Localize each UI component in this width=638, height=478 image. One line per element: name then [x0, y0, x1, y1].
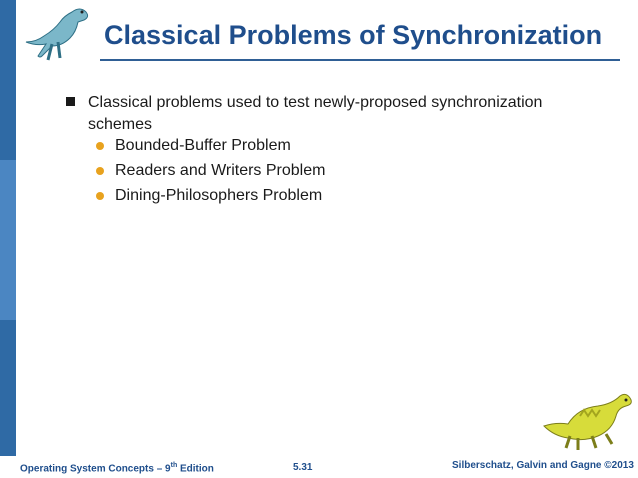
left-bar-segment-bottom	[0, 320, 16, 478]
list-item	[96, 136, 325, 161]
left-bar-segment-top	[0, 0, 16, 160]
left-bar-segment-middle	[0, 160, 16, 320]
left-accent-bar	[0, 0, 16, 478]
footer-title-superscript: th	[170, 462, 178, 469]
sub-bullet-list	[96, 136, 325, 211]
dinosaur-logo-bottom-icon	[540, 386, 636, 452]
title-underline	[100, 59, 620, 61]
footer-title-prefix: Operating System Concepts – 9	[20, 463, 171, 475]
list-item-text: Dining-Philosophers Problem	[115, 187, 323, 204]
page-number: 5.31	[293, 462, 313, 473]
list-item-text: Bounded-Buffer Problem	[115, 137, 291, 154]
list-item	[96, 161, 325, 186]
square-bullet-icon	[66, 97, 75, 106]
round-bullet-icon	[96, 142, 104, 150]
slide-title: Classical Problems of Synchronization	[104, 20, 603, 50]
list-item	[96, 186, 325, 211]
main-bullet-text: Classical problems used to test newly-proposed synchronization schemes	[88, 94, 543, 133]
footer-copyright: Silberschatz, Galvin and Gagne ©2013	[452, 460, 634, 471]
footer-title-suffix: Edition	[177, 463, 214, 475]
dinosaur-logo-top-icon	[22, 4, 102, 64]
round-bullet-icon	[96, 167, 104, 175]
footer-book-title	[20, 462, 214, 474]
main-bullet	[66, 92, 566, 136]
round-bullet-icon	[96, 192, 104, 200]
list-item-text: Readers and Writers Problem	[115, 162, 326, 179]
